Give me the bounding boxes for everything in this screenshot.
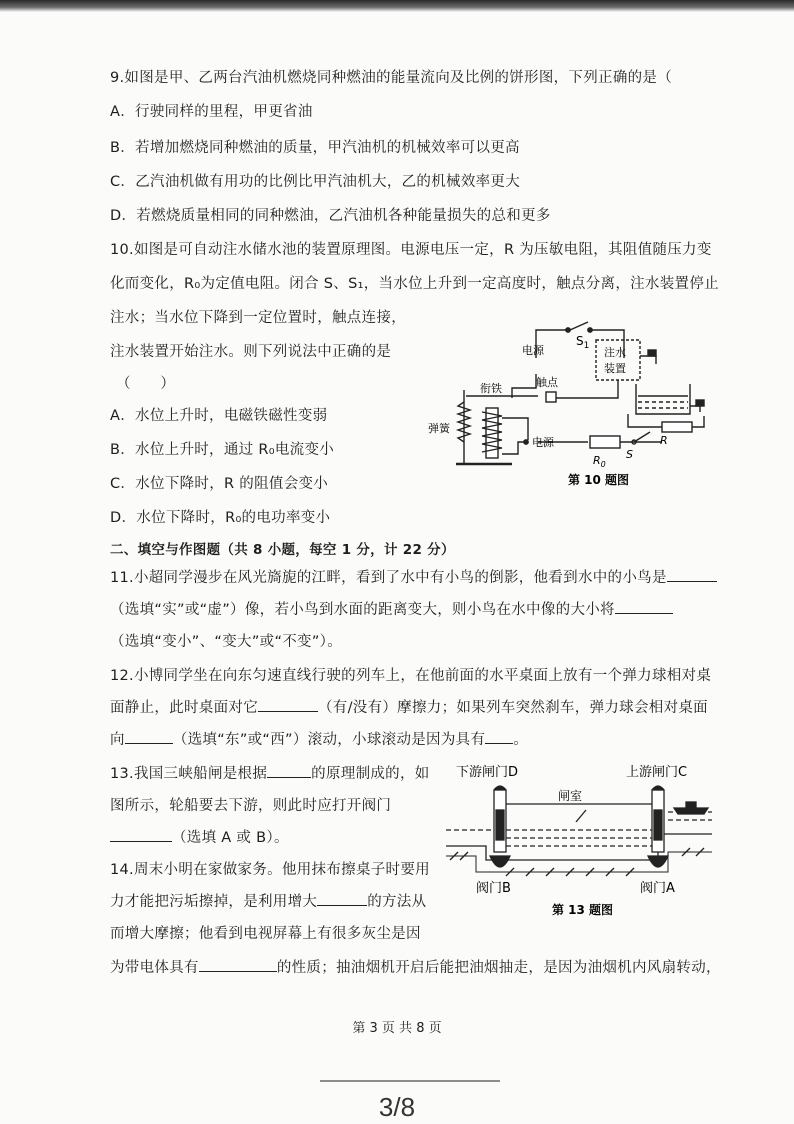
fig10-inject-2: 装置 [604,362,626,375]
fig13-chamber: 闸室 [558,789,583,803]
q13-line-1: 13.我国三峡船闸是根据 的原理制成的，如 [110,762,430,783]
fig10-inject-1: 注水 [604,346,626,359]
fig10-power-bottom: 电源 [532,436,554,449]
q12-line-1: 12.小博同学坐在向东匀速直线行驶的列车上，在他前面的水平桌面上放有一个弹力球相对桌 [110,668,712,684]
q13-line-2: 图所示，轮船要去下游，则此时应打开阀门 [110,798,392,814]
q9-option-d: D．若燃烧质量相同的同种燃油，乙汽油机各种能量损失的总和更多 [110,208,551,224]
fig13-valve-b: 阀门B [476,881,511,896]
q14-line-4: 为带电体具有 的性质；抽油烟机开启后能把油烟抽走，是因为油烟机内风扇转动， [110,956,721,977]
fig10-power-top: 电源 [522,344,544,357]
q11-line-2: （选填“实”或“虚”）像，若小鸟到水面的距离变大，则小鸟在水中像的大小将 [110,598,673,619]
fig10-s1-sub: 1 [583,341,590,351]
page-footer: 第 3 页 共 8 页 [352,1021,442,1036]
fig13-caption: 第 13 题图 [552,903,614,917]
q12-line-3: 向 （选填“东”或“西”）滚动，小球滚动是因为具有 。 [110,728,528,749]
q9-option-a: A．行驶同样的里程，甲更省油 [110,104,313,120]
q13-line-3: （选填 A 或 B）。 [110,826,289,847]
q10-answer-paren: （ ） [116,376,176,392]
fig13-gate-d: 下游闸门D [456,765,519,780]
q10-stem-3: 注水；当水位下降到一定位置时，触点连接， [110,310,406,326]
page-indicator: 3/8 [378,1092,416,1122]
fig13-valve-a: 阀门A [640,881,675,896]
fig10-spring: 弹簧 [428,422,450,435]
q10-option-c: C．水位下降时，R 的阻值会变小 [110,476,329,492]
fig10-armature: 衔铁 [480,382,502,395]
q10-stem-1: 10.如图是可自动注水储水池的装置原理图。电源电压一定，R 为压敏电阻，其阻值随压力变 [110,242,712,258]
fig10-r0-sub: 0 [600,460,606,469]
q10-option-b: B．水位上升时，通过 R₀电流变小 [110,442,335,458]
scan-artifact [320,1080,500,1082]
q11-line-3: （选填“变小”、“变大”或“不变”）。 [110,634,343,650]
q14-line-2: 力才能把污垢擦掉，是利用增大 的方法从 [110,890,426,911]
q10-option-a: A．水位上升时，电磁铁磁性变弱 [110,408,328,424]
fig10-r: R [660,434,668,447]
svg-text:S1 [576,334,589,351]
fig10-r0: R [593,454,601,467]
q10-stem-4: 注水装置开始注水。则下列说法中正确的是 [110,344,392,360]
q11-line-1: 11.小超同学漫步在风光旖旎的江畔，看到了水中有小鸟的倒影，他看到水中的小鸟是 [110,566,717,587]
q14-line-1: 14.周末小明在家做家务。他用抹布擦桌子时要用 [110,862,430,878]
section-2-heading: 二、填空与作图题（共 8 小题，每空 1 分，计 22 分） [110,542,455,558]
fig10-s: S [626,448,633,461]
fig10-s1: S [576,334,584,348]
q10-stem-2: 化而变化，R₀为定值电阻。闭合 S、S₁，当水位上升到一定高度时，触点分离，注水装置停止 [110,276,719,292]
figure-10-circuit [428,318,718,490]
q12-line-2: 面静止，此时桌面对它 （有/没有）摩擦力；如果列车突然刹车，弹力球会相对桌面 [110,696,708,717]
fig10-caption: 第 10 题图 [568,473,630,487]
fig10-contact: 触点 [536,376,558,389]
figure-13-ship-lock [446,760,712,920]
q9-stem: 9.如图是甲、乙两台汽油机燃烧同种燃油的能量流向及比例的饼形图，下列正确的是（ [110,70,673,86]
q14-line-3: 而增大摩擦；他看到电视屏幕上有很多灰尘是因 [110,926,421,942]
q9-option-b: B．若增加燃烧同种燃油的质量，甲汽油机的机械效率可以更高 [110,140,520,156]
svg-text:R0 [593,454,606,469]
fig13-gate-c: 上游闸门C [626,765,688,780]
q10-option-d: D．水位下降时，R₀的电功率变小 [110,510,331,526]
q9-option-c: C．乙汽油机做有用功的比例比甲汽油机大，乙的机械效率更大 [110,174,521,190]
scan-edge-shadow [0,0,794,12]
